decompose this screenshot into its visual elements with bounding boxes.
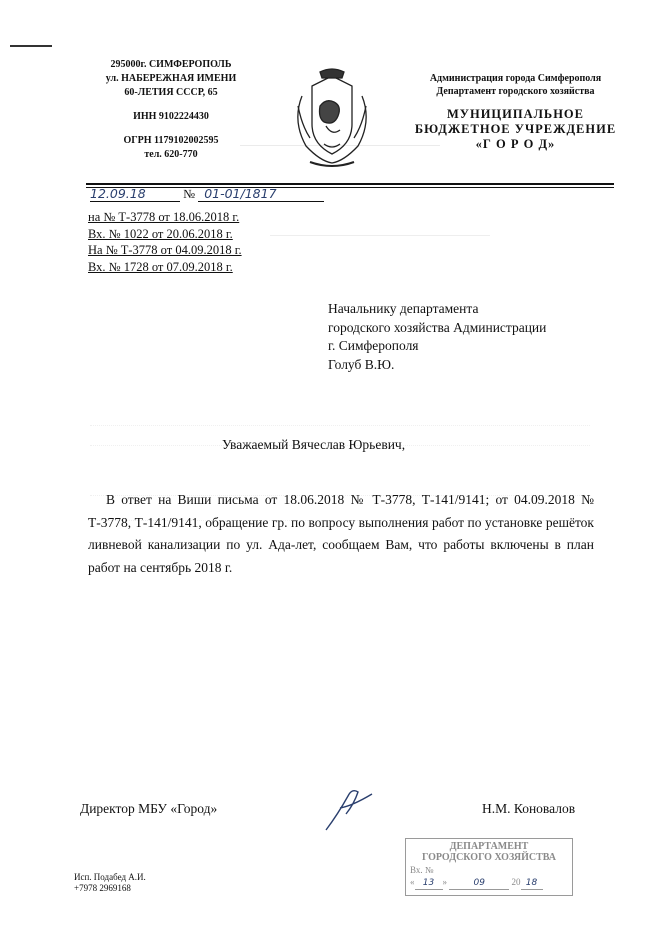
stamp-vh-label: Вх. № [410,865,434,875]
org-name-line-3: «Г О Р О Д» [475,137,556,151]
stamp-line-1: ДЕПАРТАМЕНТ [449,841,529,852]
stamp-line-2: ГОРОДСКОГО ХОЗЯЙСТВА [421,852,557,863]
stamp-month: 09 [449,878,509,890]
executor-info [74,872,146,894]
incoming-stamp [405,838,573,896]
coat-of-arms-icon [280,66,384,170]
reference-item: на № Т-3778 от 18.06.2018 г. [88,210,240,224]
reg-date: 12.09.18 [90,186,180,202]
city-administration: Администрация города Симферополя [429,73,602,84]
sender-requisites [86,58,256,162]
org-name-line-2: БЮДЖЕТНОЕ УЧРЕЖДЕНИЕ [414,122,617,136]
sender-ogrn: ОГРН 1179102002595 [123,135,219,146]
sender-inn: ИНН 9102224430 [133,111,209,122]
corner-mark [10,45,52,47]
executor-phone: +7978 2969168 [74,883,131,893]
department-name: Департамент городского хозяйства [436,86,595,97]
reference-item: Вх. № 1728 от 07.09.2018 г. [88,259,233,274]
addressee-block [328,300,546,374]
sender-street: ул. НАБЕРЕЖНАЯ ИМЕНИ [105,73,237,84]
sender-city: 295000г. СИМФЕРОПОЛЬ [110,59,232,70]
addressee-line: Начальнику департамента [328,301,479,316]
reg-no-label: № [183,187,196,201]
stamp-year: 18 [521,878,543,890]
signatory-name: Н.М. Коновалов [482,801,576,816]
stamp-day: 13 [415,878,443,890]
sender-phone: тел. 620-770 [144,149,198,160]
reference-item: Вх. № 1022 от 20.06.2018 г. [88,226,233,241]
stamp-date-row: « 13 » 09 20 18 [406,877,572,890]
signatory-title: Директор МБУ «Город» [80,801,218,816]
greeting: Уважаемый Вячеслав Юрьевич, [222,437,406,452]
org-name-line-1: МУНИЦИПАЛЬНОЕ [447,107,584,121]
reference-item: На № Т-3778 от 04.09.2018 г. [88,243,242,257]
header-rule [86,183,614,185]
executor-name: Исп. Подабед А.И. [74,872,146,882]
letter-body: В ответ на Виши письма от 18.06.2018 № Т-3778, Т-141/9141; от 04.09.2018 № Т-3778, Т-141/9141, обращение гр. по вопросу выполнения работ по установке решёток ливневой канализации по ул. Ада-лет, сообщаем Вам, что работы включены в план работ на сентябрь 2018 г. [88,492,594,575]
handwritten-signature [318,784,378,834]
reg-number: 01-01/1817 [198,186,324,202]
sender-street-2: 60-ЛЕТИЯ СССР, 65 [124,87,218,98]
addressee-line: Голуб В.Ю. [328,356,395,372]
recipient-org-header [398,72,633,152]
references-list [88,209,242,275]
addressee-line: городского хозяйства Администрации [328,319,547,335]
registration-line [90,186,324,202]
addressee-line: г. Симферополя [328,338,419,353]
